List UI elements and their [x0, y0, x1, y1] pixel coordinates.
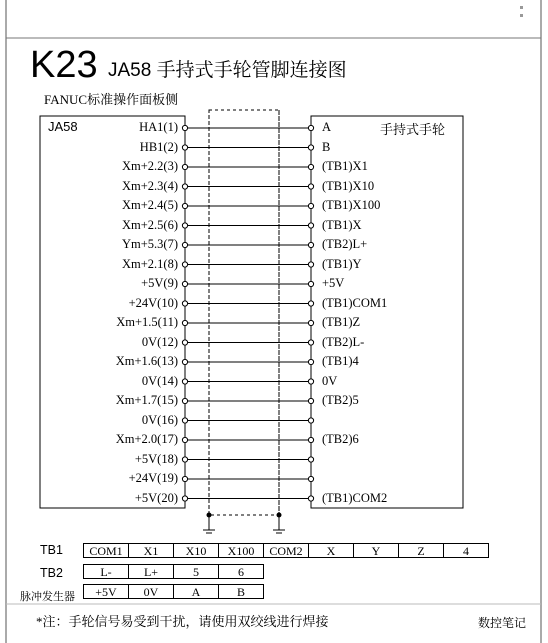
left-pin-label: Xm+2.4(5) — [122, 198, 178, 212]
left-pin-label: +24V(19) — [128, 471, 178, 485]
tb2-cell: 6 — [218, 564, 264, 579]
left-pin-label: HB1(2) — [139, 139, 178, 154]
tb1-label: TB1 — [40, 543, 63, 557]
pin-terminal — [308, 437, 313, 442]
pin-terminal — [308, 496, 313, 501]
wires-group — [182, 110, 313, 515]
pulse-cell: A — [173, 584, 219, 599]
left-pin-label: Xm+1.6(13) — [115, 354, 178, 368]
right-pin-label: (TB1)X100 — [322, 198, 381, 212]
pin-terminal — [308, 340, 313, 345]
pin-terminal — [182, 418, 187, 423]
pin-terminal — [182, 164, 187, 169]
tb2-cell: L+ — [128, 564, 174, 579]
panel-side-label: FANUC标准操作面板侧 — [44, 92, 179, 107]
pin-terminal — [182, 340, 187, 345]
pin-terminal — [308, 418, 313, 423]
pin-terminal — [182, 184, 187, 189]
right-box-label: 手持式手轮 — [380, 122, 446, 137]
right-pin-label: (TB1)4 — [322, 354, 359, 368]
left-pin-label: Xm+2.0(17) — [115, 432, 178, 446]
pin-terminal — [182, 379, 187, 384]
right-pin-label: B — [322, 139, 331, 154]
right-pin-label: (TB1)X — [322, 217, 362, 232]
right-pin-label: (TB1)COM2 — [322, 490, 388, 505]
pin-terminal — [308, 164, 313, 169]
pin-terminal — [182, 496, 187, 501]
brand-label: 数控笔记 — [478, 616, 527, 630]
tb1-cell: X10 — [173, 543, 219, 558]
right-pin-label: (TB1)Z — [322, 315, 361, 329]
right-pin-label: (TB2)5 — [322, 393, 359, 407]
left-pin-label: +5V(18) — [134, 451, 178, 466]
right-pin-label: (TB2)6 — [322, 432, 359, 446]
pin-terminal — [182, 359, 187, 364]
pulse-generator-label: 脉冲发生器 — [20, 591, 75, 603]
pin-terminal — [182, 476, 187, 481]
right-pin-label: (TB2)L- — [322, 334, 365, 349]
pin-terminal — [308, 457, 313, 462]
pin-terminal — [308, 203, 313, 208]
pin-terminal — [308, 379, 313, 384]
left-pin-label: 0V(16) — [141, 412, 178, 427]
pin-terminal — [308, 242, 313, 247]
left-pin-label: Xm+2.3(4) — [122, 178, 178, 193]
diagram-code: K23 — [30, 44, 98, 86]
pin-terminal — [182, 437, 187, 442]
pin-terminal — [308, 262, 313, 267]
left-pin-label: Xm+1.7(15) — [115, 393, 178, 407]
page-mark — [520, 14, 523, 17]
tb2-label: TB2 — [40, 566, 63, 580]
pin-terminal — [182, 223, 187, 228]
tb1-cell: COM1 — [83, 543, 129, 558]
left-pin-label: 0V(12) — [141, 334, 178, 349]
pin-terminal — [182, 262, 187, 267]
pin-terminal — [182, 203, 187, 208]
pulse-cell: +5V — [83, 584, 129, 599]
pin-terminal — [308, 359, 313, 364]
tb1-cell: X100 — [218, 543, 264, 558]
shield-dashed-box — [209, 110, 279, 515]
right-pin-label: +5V — [322, 276, 345, 290]
tb1-cell: Z — [398, 543, 444, 558]
tb2-cell: L- — [83, 564, 129, 579]
left-pin-label: Xm+1.5(11) — [116, 315, 178, 329]
left-pin-label: Ym+5.3(7) — [122, 237, 178, 251]
ground-symbol-right — [273, 513, 285, 534]
tb2-cell: 5 — [173, 564, 219, 579]
pin-terminal — [182, 457, 187, 462]
tb1-cell: Y — [353, 543, 399, 558]
right-pin-label: (TB1)COM1 — [322, 295, 388, 310]
tb1-cell: 4 — [443, 543, 489, 558]
pin-terminal — [308, 301, 313, 306]
footnote: *注：手轮信号易受到干扰，请使用双绞线进行焊接 — [36, 614, 329, 629]
right-pin-label: (TB1)Y — [322, 256, 362, 271]
left-pin-label: +5V(9) — [141, 276, 178, 290]
left-pin-label: +5V(20) — [134, 490, 178, 505]
left-pin-label: Xm+2.1(8) — [122, 256, 178, 271]
left-pin-label: 0V(14) — [141, 373, 178, 388]
pin-terminal — [182, 398, 187, 403]
right-pin-label: A — [322, 120, 332, 134]
ground-symbol-left — [203, 513, 215, 534]
pin-terminal — [308, 476, 313, 481]
pin-terminal — [308, 184, 313, 189]
pin-terminal — [182, 242, 187, 247]
pin-terminal — [308, 125, 313, 130]
right-pin-label: (TB1)X10 — [322, 178, 375, 193]
pin-terminal — [308, 145, 313, 150]
right-pin-label: (TB2)L+ — [322, 237, 368, 251]
pulse-cell: B — [218, 584, 264, 599]
pin-terminal — [308, 320, 313, 325]
tb1-cell: COM2 — [263, 543, 309, 558]
pin-terminal — [182, 301, 187, 306]
left-box-frame — [40, 116, 185, 508]
left-pin-label: +24V(10) — [128, 295, 178, 310]
page-mark — [520, 6, 523, 9]
pin-terminal — [182, 125, 187, 130]
pin-terminal — [308, 223, 313, 228]
pin-terminal — [308, 398, 313, 403]
left-pin-label: Xm+2.2(3) — [122, 159, 178, 173]
pin-terminal — [182, 145, 187, 150]
diagram-title: JA58 手持式手轮管脚连接图 — [108, 60, 347, 81]
left-pin-label: Xm+2.5(6) — [122, 217, 178, 232]
pulse-cell: 0V — [128, 584, 174, 599]
right-pin-label: 0V — [322, 373, 338, 388]
left-pin-label: HA1(1) — [139, 120, 178, 134]
pin-terminal — [182, 281, 187, 286]
pin-terminal — [182, 320, 187, 325]
pin-terminal — [308, 281, 313, 286]
right-box-frame — [311, 116, 463, 508]
tb1-cell: X — [308, 543, 354, 558]
tb1-cell: X1 — [128, 543, 174, 558]
right-pin-label: (TB1)X1 — [322, 159, 368, 173]
left-box-label: JA58 — [48, 119, 78, 134]
